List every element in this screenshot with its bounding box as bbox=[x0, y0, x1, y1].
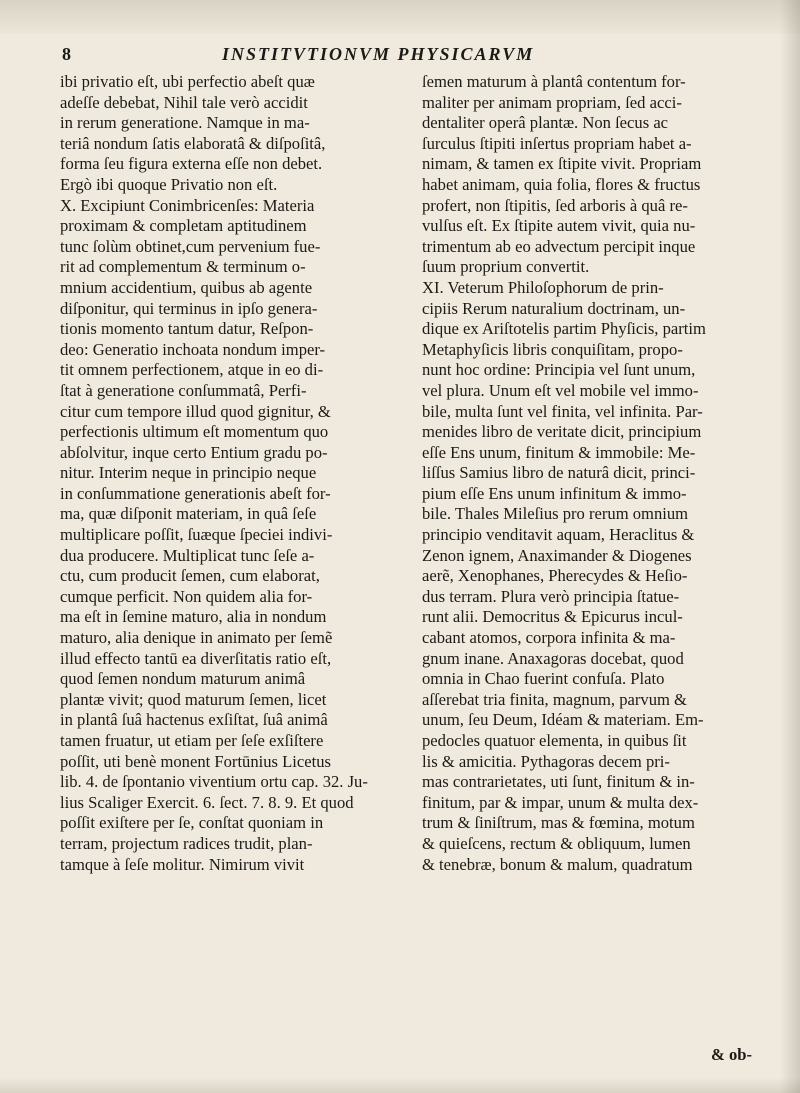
text-line: ctu, cum producit ſemen, cum elaborat, bbox=[60, 566, 320, 586]
text-line: rit ad complementum & terminum o- bbox=[60, 257, 306, 277]
text-line: proximam & completam aptitudinem bbox=[60, 216, 307, 236]
text-line: lib. 4. de ſpontanio viventium ortu cap. 32. Ju- bbox=[60, 772, 368, 792]
catchword: & ob- bbox=[710, 1045, 752, 1064]
text-line: ma, quæ diſponit materiam, in quâ ſeſe bbox=[60, 504, 317, 524]
text-line: nimam, & tamen ex ſtipite vivit. Propriam bbox=[422, 154, 702, 174]
text-line: tionis momento tantum datur, Reſpon- bbox=[60, 319, 314, 339]
text-line: nitur. Interim neque in principio neque bbox=[60, 463, 317, 483]
text-line: forma ſeu figura externa eſſe non debet. bbox=[60, 154, 323, 174]
text-line: vulſus eſt. Ex ſtipite autem vivit, quia nu- bbox=[422, 216, 696, 236]
text-line: cabant atomos, corpora infinita & ma- bbox=[422, 628, 676, 648]
text-line: Metaphyſicis libris conquiſitam, propo- bbox=[422, 339, 683, 359]
text-line: maliter per animam propriam, ſed acci- bbox=[422, 92, 682, 112]
text-line: trimentum ab eo advectum percipit inque bbox=[422, 236, 696, 256]
text-line: dus terram. Plura verò principia ſtatue- bbox=[422, 586, 680, 606]
text-line: ma eſt in ſemine maturo, alia in nondum bbox=[60, 607, 327, 627]
page-bottom-edge bbox=[0, 1077, 800, 1093]
text-line: & quieſcens, rectum & obliquum, lumen bbox=[422, 833, 691, 853]
text-line: in conſummatione generationis abeſt for- bbox=[60, 483, 331, 503]
text-line: abſolvitur, inque certo Entium gradu po- bbox=[60, 442, 328, 462]
text-line: tunc ſolùm obtinet,cum pervenium fue- bbox=[60, 236, 321, 256]
text-line: ſurculus ſtipiti inſertus propriam habet a- bbox=[422, 133, 692, 153]
text-line: finitum, par & impar, unum & multa dex- bbox=[422, 792, 699, 812]
text-line: mnium accidentium, quibus ab agente bbox=[60, 277, 313, 297]
text-line: ſemen maturum à plantâ contentum for- bbox=[422, 72, 686, 91]
text-line: aſſerebat tria finita, magnum, parvum & bbox=[422, 689, 687, 709]
text-line: Ergò ibi quoque Privatio non eſt. bbox=[60, 174, 278, 194]
text-line: perfectionis ultimum eſt momentum quo bbox=[60, 422, 329, 442]
text-line: tamen fruatur, ut etiam per ſeſe exſiſtere bbox=[60, 731, 324, 750]
text-line: lis & amicitia. Pythagoras decem pri- bbox=[422, 751, 670, 771]
text-line: maturo, alia denique in animato per ſemẽ bbox=[60, 628, 333, 648]
text-line: menides libro de veritate dicit, principium bbox=[422, 422, 702, 442]
text-line: dique ex Ariſtotelis partim Phyſicis, partim bbox=[422, 319, 706, 339]
text-line: bile. Thales Mileſius pro rerum omnium bbox=[422, 504, 689, 524]
text-line: cumque perficit. Non quidem alia for- bbox=[60, 586, 313, 606]
text-line: ſtat à generatione conſummatâ, Perfi- bbox=[60, 380, 307, 400]
text-line: pium eſſe Ens unum infinitum & immo- bbox=[422, 483, 687, 503]
text-line: in plantâ ſuâ hactenus exſiſtat, ſuâ animâ bbox=[60, 710, 328, 730]
text-line: unum, ſeu Deum, Idéam & materiam. Em- bbox=[422, 710, 704, 730]
text-line: X. Excipiunt Conimbricenſes: Materia bbox=[60, 195, 315, 215]
text-line: cipiis Rerum naturalium doctrinam, un- bbox=[422, 298, 686, 318]
text-line: runt alii. Democritus & Epicurus incul- bbox=[422, 607, 683, 627]
text-line: dua producere. Multiplicat tunc ſeſe a- bbox=[60, 545, 315, 565]
text-line: XI. Veterum Philoſophorum de prin- bbox=[422, 277, 664, 297]
page-number: 8 bbox=[62, 44, 73, 64]
text-line: teriâ nondum ſatis elaboratâ & diſpoſitâ, bbox=[60, 133, 326, 153]
text-line: vel plura. Unum eſt vel mobile vel immo- bbox=[422, 380, 699, 400]
text-line: mas contrarietates, uti ſunt, finitum & in- bbox=[422, 772, 695, 792]
text-line: gnum inane. Anaxagoras docebat, quod bbox=[422, 648, 684, 668]
text-line: pedocles quatuor elementa, in quibus ſit bbox=[422, 731, 687, 750]
text-line: trum & ſiniſtrum, mas & fœmina, motum bbox=[422, 813, 695, 833]
text-line: adeſſe debebat, Nihil tale verò accidit bbox=[60, 92, 308, 112]
page-gutter-shadow bbox=[780, 0, 800, 1093]
text-line: profert, non ſtipitis, ſed arboris à quâ re- bbox=[422, 195, 688, 215]
text-line: illud effecto tantū ea diverſitatis ratio eſt, bbox=[60, 648, 332, 668]
text-line: diſponitur, qui terminus in ipſo genera- bbox=[60, 298, 318, 318]
text-line: lius Scaliger Exercit. 6. ſect. 7. 8. 9. Et quod bbox=[60, 792, 354, 812]
text-line: habet animam, quia folia, flores & fructus bbox=[422, 174, 701, 194]
text-line: poſſit exiſtere per ſe, conſtat quoniam in bbox=[60, 813, 324, 833]
text-line: bile, multa ſunt vel finita, vel infinita. Par- bbox=[422, 401, 703, 421]
text-line: ſuum proprium convertit. bbox=[422, 257, 590, 277]
text-line: eſſe Ens unum, finitum & immobile: Me- bbox=[422, 442, 696, 462]
left-column bbox=[60, 72, 416, 875]
text-line: omnia in Chao fuerint confuſa. Plato bbox=[422, 669, 665, 689]
text-line: terram, projectum radices trudit, plan- bbox=[60, 833, 313, 853]
running-title: INSTITVTIONVM PHYSICARVM bbox=[222, 44, 535, 64]
text-line: liſſus Samius libro de naturâ dicit, princi- bbox=[422, 463, 696, 483]
text-line: in rerum generatione. Namque in ma- bbox=[60, 113, 310, 133]
text-line: deo: Generatio inchoata nondum imper- bbox=[60, 339, 326, 359]
text-line: aerẽ, Xenophanes, Pherecydes & Heſio- bbox=[422, 566, 688, 586]
text-line: nunt hoc ordine: Principia vel ſunt unum, bbox=[422, 360, 696, 380]
text-line: multiplicare poſſit, ſuæque ſpeciei indivi- bbox=[60, 525, 333, 545]
text-line: Zenon ignem, Anaximander & Diogenes bbox=[422, 545, 692, 565]
running-head bbox=[40, 44, 780, 68]
text-line: tit omnem perfectionem, atque in eo di- bbox=[60, 360, 324, 380]
text-line: principio venditavit aquam, Heraclitus & bbox=[422, 525, 695, 545]
right-column bbox=[422, 72, 778, 875]
text-line: & tenebræ, bonum & malum, quadratum bbox=[422, 854, 693, 874]
text-line: tamque à ſeſe molitur. Nimirum vivit bbox=[60, 854, 305, 874]
text-line: quod ſemen nondum maturum animâ bbox=[60, 669, 306, 689]
text-line: citur cum tempore illud quod gignitur, & bbox=[60, 401, 331, 421]
page-top-edge bbox=[0, 0, 800, 34]
text-line: plantæ vivit; quod maturum ſemen, licet bbox=[60, 689, 327, 709]
text-line: poſſit, uti benè monent Fortūnius Licetus bbox=[60, 751, 332, 771]
text-line: ibi privatio eſt, ubi perfectio abeſt quæ bbox=[60, 72, 315, 91]
text-line: dentaliter operâ plantæ. Non ſecus ac bbox=[422, 113, 669, 133]
